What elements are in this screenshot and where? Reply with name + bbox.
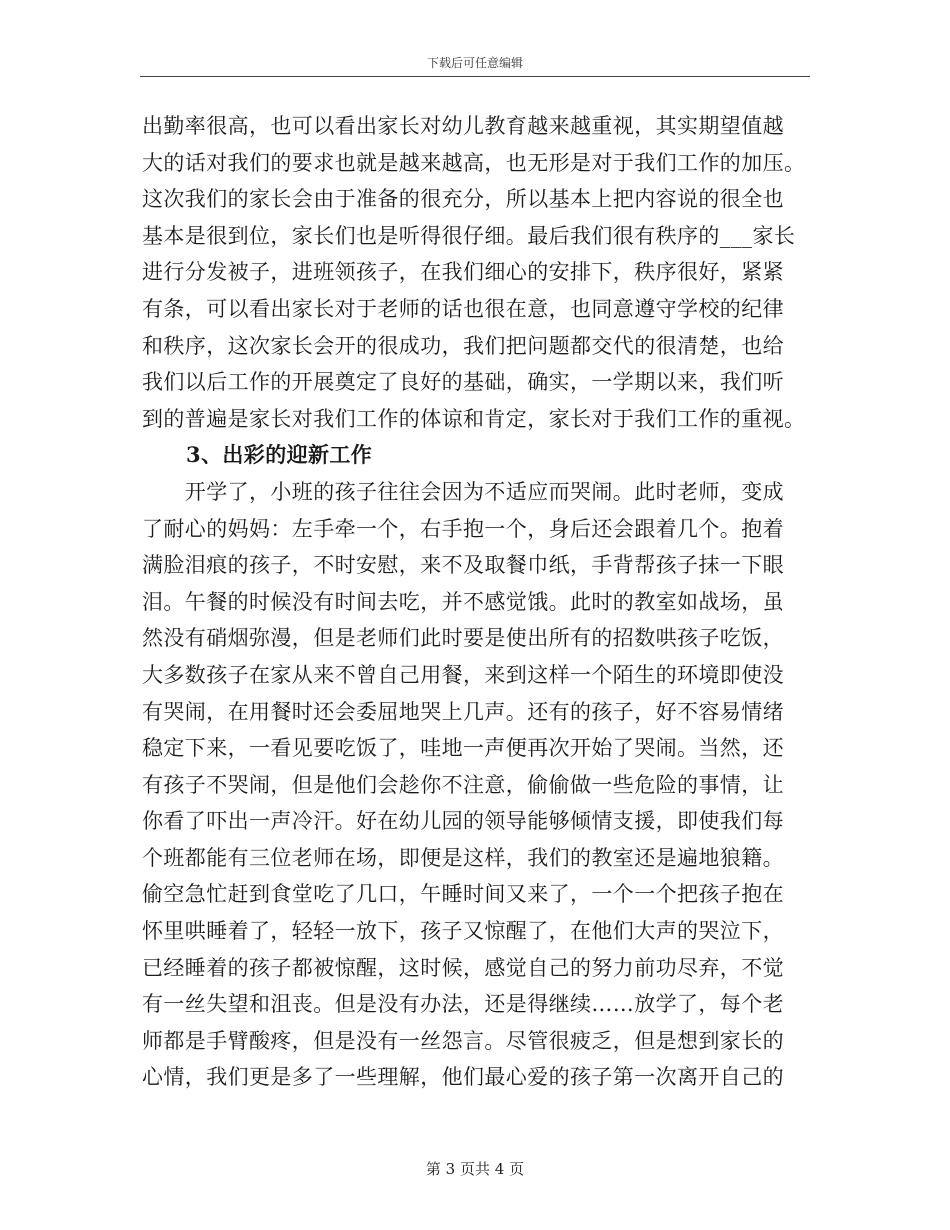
text-line: 这次我们的家长会由于准备的很充分，所以基本上把内容说的很全也	[142, 187, 784, 212]
text-line: 了耐心的妈妈：左手牵一个，右手抱一个，身后还会跟着几个。抱着	[142, 516, 784, 541]
page-header: 下载后可任意编辑	[426, 56, 523, 70]
text-line: 满脸泪痕的孩子，不时安慰，来不及取餐巾纸，手背帮孩子抹一下眼	[142, 553, 784, 578]
body-text	[142, 108, 808, 1096]
text-line: 师都是手臂酸疼，但是没有一丝怨言。尽管很疲乏，但是想到家长的	[142, 1028, 784, 1053]
text-line: 进行分发被子，进班领孩子，在我们细心的安排下，秩序很好，紧紧	[142, 260, 784, 285]
text-line: 到的普遍是家长对我们工作的体谅和肯定，家长对于我们工作的重视。	[142, 406, 806, 431]
text-line: 有孩子不哭闹，但是他们会趁你不注意，偷偷做一些危险的事情，让	[142, 772, 784, 797]
text-line: 有条，可以看出家长对于老师的话也很在意，也同意遵守学校的纪律	[142, 296, 784, 321]
text-line: 大的话对我们的要求也就是越来越高，也无形是对于我们工作的加压。	[142, 150, 806, 175]
text-line: 偷空急忙赶到食堂吃了几口，午睡时间又来了，一个一个把孩子抱在	[142, 882, 784, 907]
text-line: 出勤率很高，也可以看出家长对幼儿教育越来越重视，其实期望值越	[142, 114, 784, 138]
text-line: 心情，我们更是多了一些理解，他们最心爱的孩子第一次离开自己的	[142, 1065, 784, 1090]
text-line: 怀里哄睡着了，轻轻一放下，孩子又惊醒了，在他们大声的哭泣下，	[142, 919, 784, 944]
text-line: 稳定下来，一看见要吃饭了，哇地一声便再次开始了哭闹。当然，还	[142, 736, 784, 761]
text-line: 你看了吓出一声冷汗。好在幼儿园的领导能够倾情支援，即使我们每	[142, 809, 784, 834]
text-line: 泪。午餐的时候没有时间去吃，并不感觉饿。此时的教室如战场，虽	[142, 589, 784, 614]
text-line: 基本是很到位，家长们也是听得很仔细。最后我们很有秩序的___家长	[142, 223, 796, 248]
text-line: 已经睡着的孩子都被惊醒，这时候，感觉自己的努力前功尽弃，不觉	[142, 955, 784, 980]
text-line: 大多数孩子在家从来不曾自己用餐，来到这样一个陌生的环境即使没	[142, 662, 784, 687]
text-line: 我们以后工作的开展奠定了良好的基础，确实，一学期以来，我们听	[142, 370, 784, 395]
text-line: 有哭闹，在用餐时还会委屈地哭上几声。还有的孩子，好不容易情绪	[142, 699, 784, 724]
text-line: 开学了，小班的孩子往往会因为不适应而哭闹。此时老师，变成	[142, 479, 784, 504]
page-footer: 第 3 页共 4 页	[425, 1160, 525, 1178]
text-line: 有一丝失望和沮丧。但是没有办法，还是得继续……放学了，每个老	[142, 992, 784, 1017]
section-heading: 3、出彩的迎新工作	[186, 442, 373, 468]
text-line: 个班都能有三位老师在场，即便是这样，我们的教室还是遍地狼籍。	[142, 845, 784, 870]
text-line: 然没有硝烟弥漫，但是老师们此时要是使出所有的招数哄孩子吃饭，	[142, 626, 784, 651]
text-line: 和秩序，这次家长会开的很成功，我们把问题都交代的很清楚，也给	[142, 333, 784, 358]
header-divider	[140, 76, 810, 77]
